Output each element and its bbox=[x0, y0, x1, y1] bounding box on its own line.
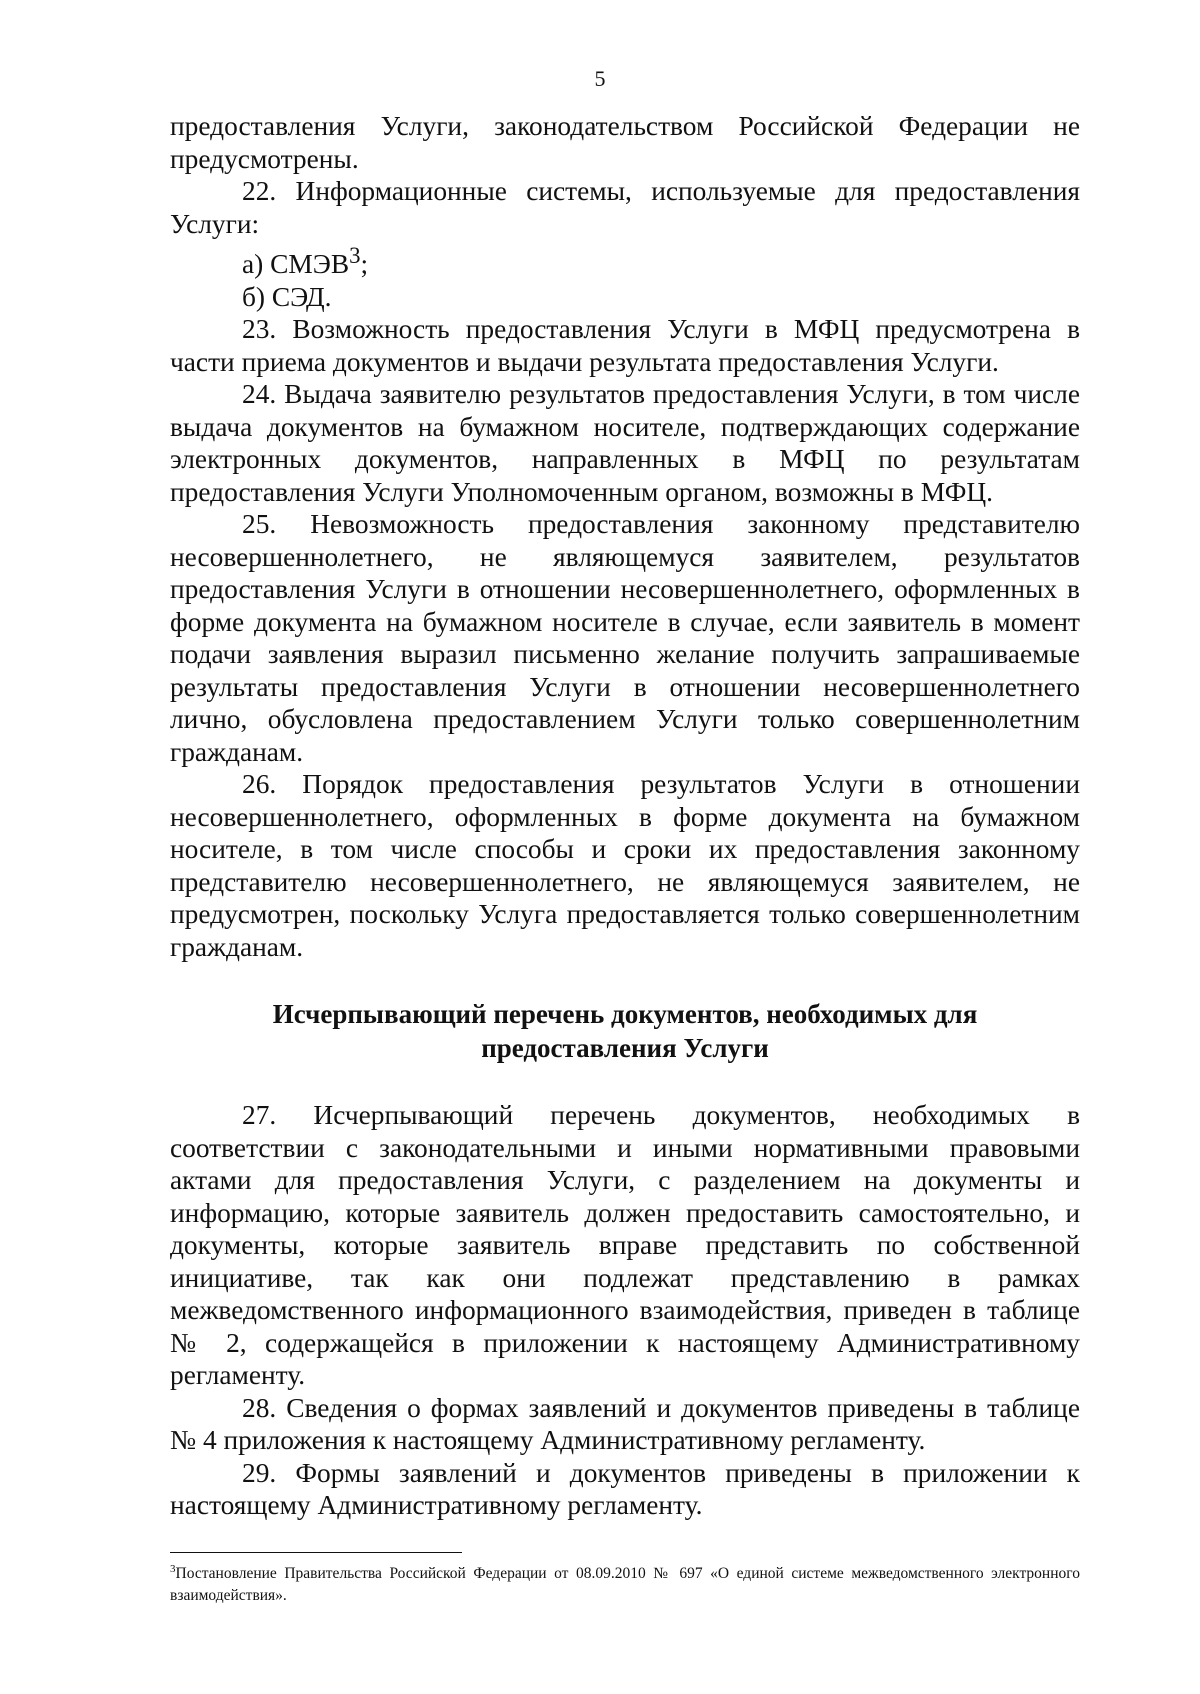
list-item-a-punct: ; bbox=[360, 249, 369, 280]
paragraph-29: 29. Формы заявлений и документов приведены в приложении к настоящему Административному регламенту. bbox=[170, 1457, 1080, 1521]
document-body bbox=[170, 110, 1080, 1522]
paragraph-22: 22. Информационные системы, используемые для предоставления Услуги: bbox=[170, 176, 1080, 239]
footnote-reference: 3 bbox=[349, 243, 361, 268]
section-heading-line-1: Исчерпывающий перечень документов, необходимых для bbox=[272, 999, 978, 1030]
paragraph-continuation: предоставления Услуги, законодательством Российской Федерации не предусмотрены. bbox=[170, 111, 1080, 174]
paragraph-27: 27. Исчерпывающий перечень документов, необходимых в соответствии с законодательными и иными нормативными правовыми актами для предоставления Услуги, с разделением на документы и информацию, которые заявитель должен предоставить самостоятельно, и документы, которые заявитель вправе представить по собственной инициативе, так как они подлежат представлению в рамках межведомственного информационного взаимодействия, приведен в таблице № 2, содержащейся в приложении к настоящему Административному регламенту. bbox=[170, 1100, 1080, 1391]
section-heading bbox=[170, 997, 1080, 1065]
footnote bbox=[170, 1558, 1080, 1607]
paragraph-28: 28. Сведения о формах заявлений и документов приведены в таблице № 4 приложения к настоящему Административному регламенту. bbox=[170, 1392, 1080, 1456]
section-heading-line-2: предоставления Услуги bbox=[481, 1033, 769, 1064]
paragraph-24: 24. Выдача заявителю результатов предоставления Услуги, в том числе выдача документов на бумажном носителе, подтверждающих содержание электронных документов, направленных в МФЦ по результатам предоставления Услуги Уполномоченным органом, возможны в МФЦ. bbox=[170, 379, 1080, 507]
list-item-b: б) СЭД. bbox=[242, 281, 332, 312]
footnote-divider bbox=[170, 1552, 462, 1553]
footnote-mark: 3 bbox=[170, 1563, 176, 1575]
footnote-text: Постановление Правительства Российской Федерации от 08.09.2010 № 697 «О единой системе межведомственного электронного взаимодействия». bbox=[170, 1565, 1080, 1605]
paragraph-25: 25. Невозможность предоставления законному представителю несовершеннолетнего, не являющемуся заявителем, результатов предоставления Услуги в отношении несовершеннолетнего, оформленных в форме документа на бумажном носителе в случае, если заявитель в момент подачи заявления выразил письменно желание получить запрашиваемые результаты предоставления Услуги в отношении несовершеннолетнего лично, обусловлена предоставлением Услуги только совершеннолетним гражданам. bbox=[170, 509, 1080, 767]
paragraph-23: 23. Возможность предоставления Услуги в МФЦ предусмотрена в части приема документов и выдачи результата предоставления Услуги. bbox=[170, 314, 1080, 377]
list-item-a-text: а) СМЭВ bbox=[242, 249, 350, 280]
page-number: 5 bbox=[594, 66, 606, 91]
list-item-a bbox=[170, 240, 1080, 281]
paragraph-26: 26. Порядок предоставления результатов Услуги в отношении несовершеннолетнего, оформленных в форме документа на бумажном носителе, в том числе способы и сроки их предоставления законному представителю несовершеннолетнего, не являющемуся заявителем, не предусмотрен, поскольку Услуга предоставляется только совершеннолетним гражданам. bbox=[170, 769, 1080, 962]
